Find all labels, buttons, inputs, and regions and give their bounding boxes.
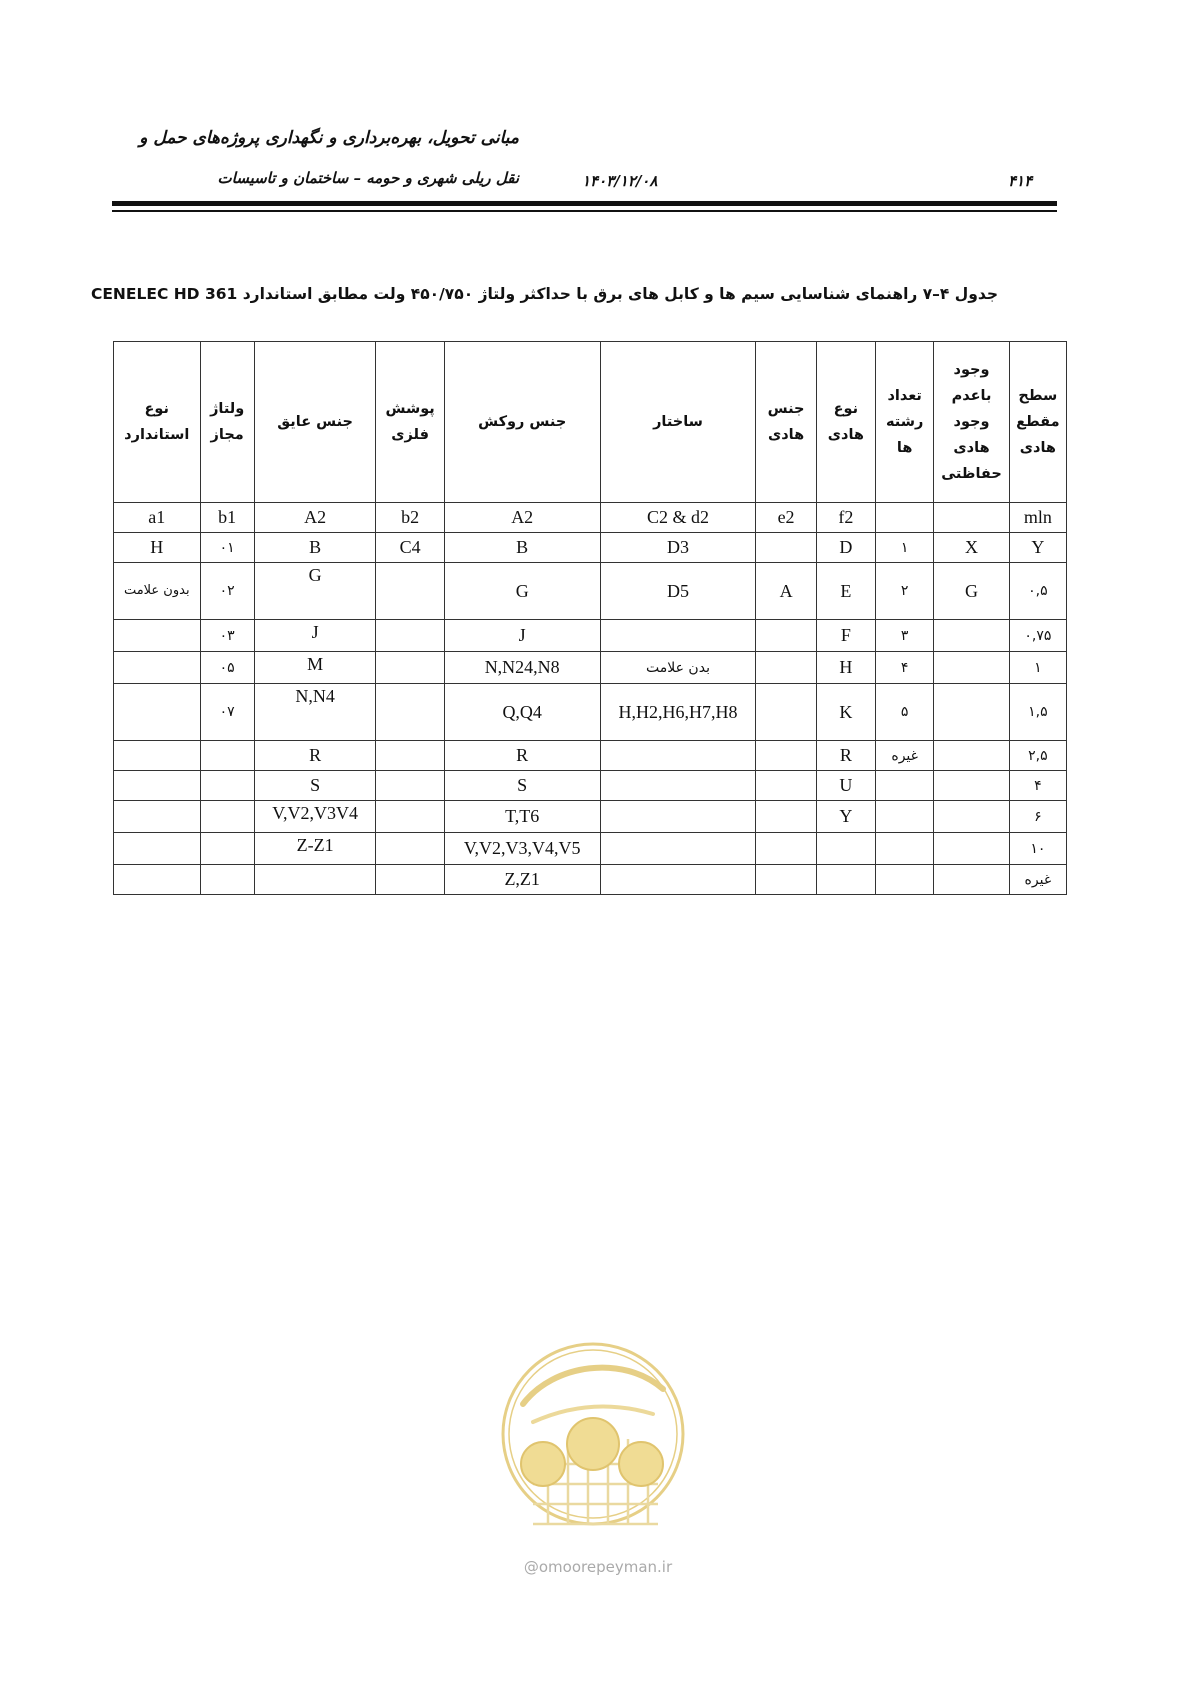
table-cell xyxy=(756,801,816,833)
cable-identification-table xyxy=(113,341,1067,895)
table-cell xyxy=(934,771,1009,801)
table-cell xyxy=(876,771,934,801)
table-cell xyxy=(934,801,1009,833)
watermark-url: @omoorepeyman.ir xyxy=(523,1558,673,1576)
table-cell: C4 xyxy=(376,533,444,563)
table-row xyxy=(114,801,1067,833)
table-cell: G xyxy=(254,563,376,620)
table-cell xyxy=(200,833,254,865)
table-cell: ۵ xyxy=(876,684,934,741)
table-cell xyxy=(376,771,444,801)
table-cell: ۶ xyxy=(1009,801,1066,833)
table-cell xyxy=(376,563,444,620)
table-cell xyxy=(114,865,201,895)
table-cell: N,N24,N8 xyxy=(444,652,600,684)
table-cell: E xyxy=(816,563,875,620)
table-cell: ۱ xyxy=(876,533,934,563)
table-cell xyxy=(376,741,444,771)
table-cell: Q,Q4 xyxy=(444,684,600,741)
col-header-strand-count: تعداد رشته ها xyxy=(876,342,934,503)
table-cell xyxy=(756,620,816,652)
table-row xyxy=(114,652,1067,684)
table-cell xyxy=(934,503,1009,533)
running-header-subtitle: نقل ریلی شهری و حومه – ساختمان و تاسیسات xyxy=(217,169,519,187)
table-cell: D5 xyxy=(600,563,756,620)
table-cell xyxy=(200,801,254,833)
table-row xyxy=(114,503,1067,533)
table-cell: ۴ xyxy=(1009,771,1066,801)
table-cell: ۱۰ xyxy=(1009,833,1066,865)
table-cell: S xyxy=(254,771,376,801)
table-cell: B xyxy=(444,533,600,563)
col-header-protective-conductor: وجود باعدم وجود هادی حفاظتی xyxy=(934,342,1009,503)
table-row xyxy=(114,741,1067,771)
table-cell: J xyxy=(254,620,376,652)
table-cell: F xyxy=(816,620,875,652)
table-cell: ۰,۷۵ xyxy=(1009,620,1066,652)
table-cell: M xyxy=(254,652,376,684)
table-row xyxy=(114,771,1067,801)
company-seal-logo-icon xyxy=(493,1334,693,1574)
table-cell: Z-Z1 xyxy=(254,833,376,865)
col-header-cross-section: سطح مقطع هادی xyxy=(1009,342,1066,503)
table-cell xyxy=(376,652,444,684)
table-cell xyxy=(114,771,201,801)
col-header-sheath-material: جنس روکش xyxy=(444,342,600,503)
table-cell: R xyxy=(254,741,376,771)
table-cell: ۲ xyxy=(876,563,934,620)
col-header-conductor-type: نوع هادی xyxy=(816,342,875,503)
table-cell xyxy=(934,652,1009,684)
table-cell: b2 xyxy=(376,503,444,533)
table-cell: بدن علامت xyxy=(600,652,756,684)
table-cell xyxy=(756,771,816,801)
table-cell: f2 xyxy=(816,503,875,533)
table-cell: ۰۱ xyxy=(200,533,254,563)
table-caption: جدول ۴–۷ راهنمای شناسایی سیم ها و کابل های برق با حداکثر ولتاژ ۴۵۰/۷۵۰ ولت مطابق استاندارد CENELEC HD 361 xyxy=(90,285,998,303)
table-cell xyxy=(756,652,816,684)
table-cell xyxy=(756,865,816,895)
table-cell xyxy=(600,801,756,833)
col-header-construction: ساختار xyxy=(600,342,756,503)
table-cell xyxy=(200,865,254,895)
table-cell: R xyxy=(816,741,875,771)
table-cell: Y xyxy=(1009,533,1066,563)
table-cell xyxy=(934,684,1009,741)
col-header-standard-type: نوع استاندارد xyxy=(114,342,201,503)
table-cell xyxy=(600,833,756,865)
table-cell xyxy=(114,652,201,684)
table-cell xyxy=(376,833,444,865)
table-cell: ۲,۵ xyxy=(1009,741,1066,771)
table-cell xyxy=(816,865,875,895)
table-row xyxy=(114,684,1067,741)
table-header-row xyxy=(114,342,1067,503)
table-cell: ۰,۵ xyxy=(1009,563,1066,620)
table-cell: X xyxy=(934,533,1009,563)
table-cell xyxy=(934,741,1009,771)
table-cell xyxy=(876,833,934,865)
table-cell: b1 xyxy=(200,503,254,533)
table-cell: T,T6 xyxy=(444,801,600,833)
table-cell xyxy=(876,865,934,895)
table-row xyxy=(114,865,1067,895)
col-header-insulation-material: جنس عایق xyxy=(254,342,376,503)
table-cell xyxy=(600,771,756,801)
table-cell xyxy=(876,801,934,833)
table-cell: e2 xyxy=(756,503,816,533)
table-cell xyxy=(114,684,201,741)
table-cell: R xyxy=(444,741,600,771)
table-cell: غیره xyxy=(1009,865,1066,895)
col-header-conductor-material: جنس هادی xyxy=(756,342,816,503)
table-cell xyxy=(200,741,254,771)
table-row xyxy=(114,533,1067,563)
table-cell xyxy=(934,620,1009,652)
table-cell: G xyxy=(934,563,1009,620)
table-cell: D xyxy=(816,533,875,563)
table-cell xyxy=(756,741,816,771)
table-cell: V,V2,V3,V4,V5 xyxy=(444,833,600,865)
table-cell xyxy=(934,833,1009,865)
table-cell xyxy=(114,620,201,652)
table-cell: ۰۷ xyxy=(200,684,254,741)
table-cell xyxy=(376,801,444,833)
table-cell xyxy=(600,865,756,895)
table-cell xyxy=(254,865,376,895)
table-cell xyxy=(600,620,756,652)
table-cell: Y xyxy=(816,801,875,833)
table-cell xyxy=(756,533,816,563)
table-cell: B xyxy=(254,533,376,563)
table-cell: A2 xyxy=(254,503,376,533)
table-cell: ۰۲ xyxy=(200,563,254,620)
table-cell: a1 xyxy=(114,503,201,533)
table-cell: J xyxy=(444,620,600,652)
table-cell: ۴ xyxy=(876,652,934,684)
table-cell: Z,Z1 xyxy=(444,865,600,895)
table-cell xyxy=(114,801,201,833)
col-header-metallic-covering: پوشش فلزی xyxy=(376,342,444,503)
table-cell: H,H2,H6,H7,H8 xyxy=(600,684,756,741)
table-cell: ۰۵ xyxy=(200,652,254,684)
table-cell: غیره xyxy=(876,741,934,771)
table-cell: بدون علامت xyxy=(114,563,201,620)
table-cell: ۰۳ xyxy=(200,620,254,652)
table-cell xyxy=(114,741,201,771)
table-cell: G xyxy=(444,563,600,620)
table-cell: mln xyxy=(1009,503,1066,533)
table-cell: D3 xyxy=(600,533,756,563)
table-cell xyxy=(376,620,444,652)
header-rule-thick xyxy=(112,201,1057,206)
table-cell: A2 xyxy=(444,503,600,533)
table-cell: K xyxy=(816,684,875,741)
col-header-rated-voltage: ولتاژ مجاز xyxy=(200,342,254,503)
table-cell xyxy=(376,865,444,895)
table-cell: A xyxy=(756,563,816,620)
table-cell: H xyxy=(816,652,875,684)
table-cell: U xyxy=(816,771,875,801)
table-cell: N,N4 xyxy=(254,684,376,741)
header-date: ۱۴۰۳/۱۲/۰۸ xyxy=(582,172,658,190)
table-cell xyxy=(114,833,201,865)
table-cell xyxy=(376,684,444,741)
table-cell xyxy=(876,503,934,533)
table-cell: ۳ xyxy=(876,620,934,652)
table-cell: H xyxy=(114,533,201,563)
table-row xyxy=(114,563,1067,620)
table-cell: S xyxy=(444,771,600,801)
table-cell xyxy=(200,771,254,801)
table-cell: ۱,۵ xyxy=(1009,684,1066,741)
table-cell: ۱ xyxy=(1009,652,1066,684)
table-cell: V,V2,V3V4 xyxy=(254,801,376,833)
table-cell xyxy=(756,684,816,741)
table-row xyxy=(114,620,1067,652)
table-cell xyxy=(934,865,1009,895)
table-cell xyxy=(816,833,875,865)
table-cell: C2 & d2 xyxy=(600,503,756,533)
table-cell xyxy=(756,833,816,865)
page-number: ۴۱۴ xyxy=(1008,172,1033,190)
header-rule-thin xyxy=(112,210,1057,212)
running-header-title: مبانی تحویل، بهره‌برداری و نگهداری پروژه‌های حمل و xyxy=(139,128,519,148)
table-row xyxy=(114,833,1067,865)
table-cell xyxy=(600,741,756,771)
